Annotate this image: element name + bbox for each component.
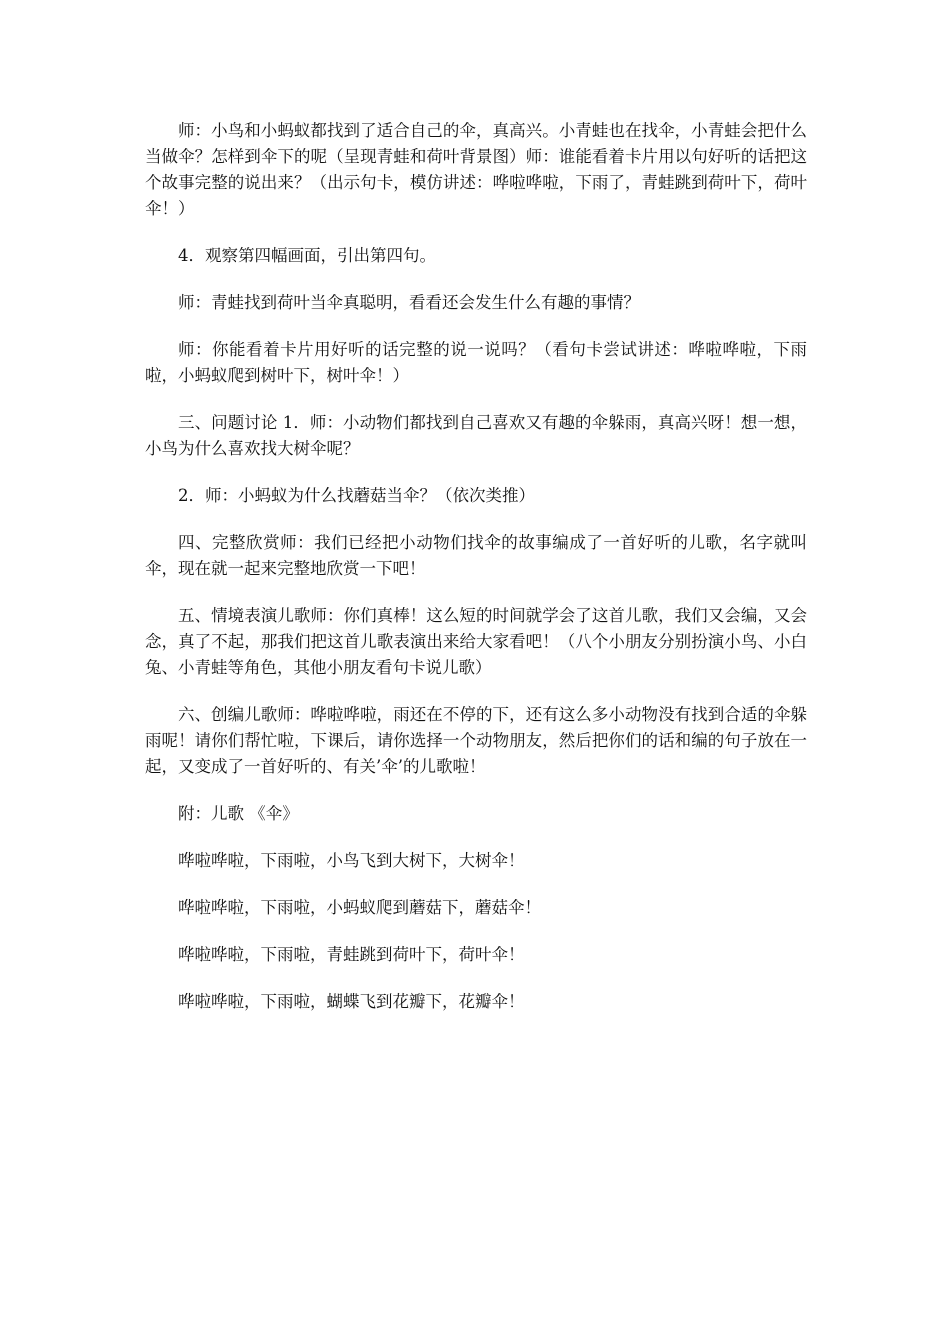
document-body	[145, 118, 807, 1036]
poem-line-4: 哗啦哗啦，下雨啦，蝴蝶飞到花瓣下，花瓣伞！	[178, 992, 525, 1011]
paragraph-step-4: 4．观察第四幅画面，引出第四句。	[178, 246, 436, 265]
paragraph-appreciation: 四、完整欣赏师：我们已经把小动物们找伞的故事编成了一首好听的儿歌，名字就叫伞，现在就一起来完整地欣赏一下吧！	[145, 533, 807, 578]
paragraph-teacher-frog: 师：小鸟和小蚂蚁都找到了适合自己的伞，真高兴。小青蛙也在找伞，小青蛙会把什么当做伞？怎样到伞下的呢（呈现青蛙和荷叶背景图）师：谁能看着卡片用以句好听的话把这个故事完整的说出来？（出示句卡，模仿讲述：哗啦哗啦，下雨了，青蛙跳到荷叶下，荷叶伞！）	[145, 121, 807, 218]
paragraph-performance: 五、情境表演儿歌师：你们真棒！这么短的时间就学会了这首儿歌，我们又会编，又会念，真了不起，那我们把这首儿歌表演出来给大家看吧！（八个小朋友分别扮演小鸟、小白兔、小青蛙等角色，其他小朋友看句卡说儿歌）	[145, 606, 807, 677]
paragraph-ant-question: 2．师：小蚂蚁为什么找蘑菇当伞？（依次类推）	[178, 486, 535, 505]
paragraph-creation: 六、创编儿歌师：哗啦哗啦，雨还在不停的下，还有这么多小动物没有找到合适的伞躲雨呢！请你们帮忙啦，下课后，请你选择一个动物朋友，然后把你们的话和编的句子放在一起，又变成了一首好听的、有关’伞’的儿歌啦！	[145, 705, 807, 776]
paragraph-discussion: 三、问题讨论 1．师：小动物们都找到自己喜欢又有趣的伞躲雨，真高兴呀！想一想，小鸟为什么喜欢找大树伞呢？	[145, 413, 807, 458]
poem-line-1: 哗啦哗啦，下雨啦，小鸟飞到大树下，大树伞！	[178, 851, 525, 870]
paragraph-teacher-lotus: 师：青蛙找到荷叶当伞真聪明，看看还会发生什么有趣的事情？	[178, 293, 640, 312]
poem-line-3: 哗啦哗啦，下雨啦，青蛙跳到荷叶下，荷叶伞！	[178, 945, 525, 964]
poem-line-2: 哗啦哗啦，下雨啦，小蚂蚁爬到蘑菇下，蘑菇伞！	[178, 898, 541, 917]
paragraph-teacher-card: 师：你能看着卡片用好听的话完整的说一说吗？（看句卡尝试讲述：哗啦哗啦，下雨啦，小蚂蚁爬到树叶下，树叶伞！）	[145, 340, 807, 385]
poem-title: 附：儿歌 《伞》	[178, 804, 299, 823]
